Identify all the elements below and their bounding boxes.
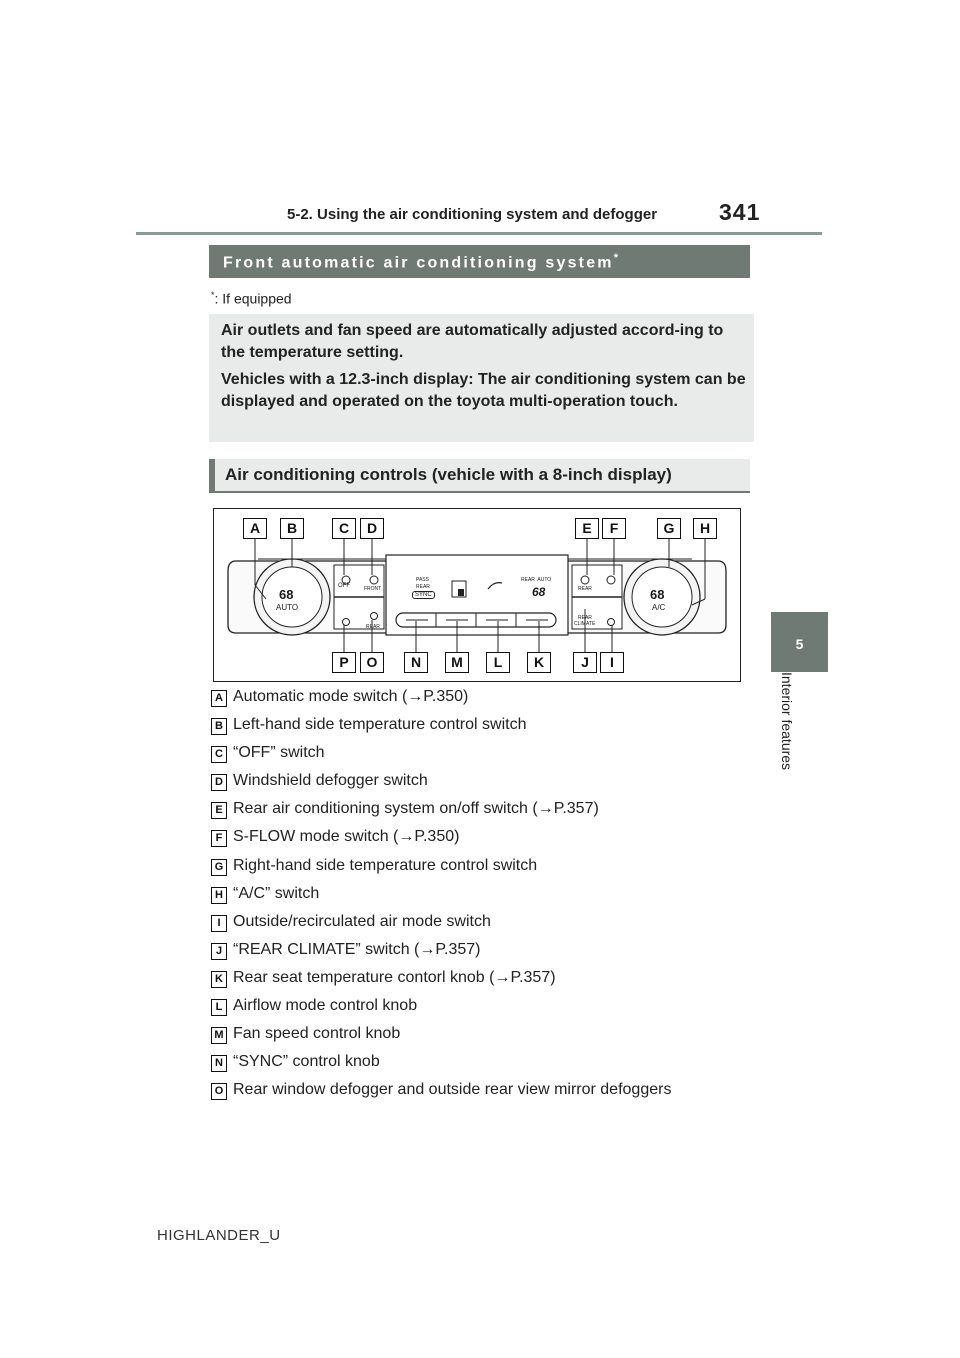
footnote xyxy=(211,290,292,307)
legend-key: C xyxy=(211,746,227,763)
legend-key: H xyxy=(211,887,227,904)
legend-key: M xyxy=(211,1027,227,1044)
callout-i: I xyxy=(600,652,624,673)
callout-c: C xyxy=(332,518,356,539)
callout-o: O xyxy=(360,652,384,673)
section-heading-text xyxy=(223,252,618,272)
legend-key: G xyxy=(211,859,227,876)
callout-p: P xyxy=(332,652,356,673)
section-title: 5-2. Using the air conditioning system and defogger xyxy=(287,206,658,223)
legend-text: Left-hand side temperature control switch xyxy=(233,716,527,733)
ac-label: A/C xyxy=(652,603,666,612)
callout-n: N xyxy=(404,652,428,673)
legend-key: D xyxy=(211,774,227,791)
legend-text: Rear seat temperature contorl knob (→P.357) xyxy=(233,969,556,986)
header-rule xyxy=(136,232,822,235)
footnote-marker: * xyxy=(211,290,215,300)
legend-key: E xyxy=(211,802,227,819)
legend-key: A xyxy=(211,690,227,707)
legend-text: Automatic mode switch (→P.350) xyxy=(233,688,469,705)
legend-text: Rear window defogger and outside rear view mirror defoggers xyxy=(233,1081,672,1098)
subheading-text: Air conditioning controls (vehicle with a 8-inch display) xyxy=(225,465,672,484)
legend-text: “A/C” switch xyxy=(233,885,320,902)
subheading xyxy=(209,459,750,493)
legend-key: J xyxy=(211,943,227,960)
page-number: 341 xyxy=(719,199,761,225)
chapter-label xyxy=(779,672,801,842)
legend-key: K xyxy=(211,971,227,988)
legend-text: Right-hand side temperature control switch xyxy=(233,857,538,874)
rear-label-right: REAR xyxy=(578,586,592,592)
ac-control-panel-diagram xyxy=(213,508,741,682)
callout-l: L xyxy=(486,652,510,673)
legend-text: Windshield defogger switch xyxy=(233,772,428,789)
legend-key: F xyxy=(211,830,227,847)
legend-text: “OFF” switch xyxy=(233,744,325,761)
callout-h: H xyxy=(693,518,717,539)
legend-text: Fan speed control knob xyxy=(233,1025,401,1042)
left-temp-readout: 68 xyxy=(279,587,294,602)
heading-title: Front automatic air conditioning system xyxy=(223,254,614,272)
callout-b: B xyxy=(280,518,304,539)
rear-climate-label-2: CLIMATE xyxy=(574,621,596,627)
chapter-number: 5 xyxy=(795,636,804,652)
section-heading xyxy=(209,245,750,278)
legend-text: S-FLOW mode switch (→P.350) xyxy=(233,828,460,845)
rear-auto-label: REAR AUTO xyxy=(521,577,552,583)
rear-label-mid: REAR xyxy=(416,584,430,590)
chapter-tab xyxy=(771,612,828,672)
callout-d: D xyxy=(360,518,384,539)
legend-key: B xyxy=(211,718,227,735)
pass-label: PASS xyxy=(416,577,429,583)
legend-key: N xyxy=(211,1055,227,1072)
callout-k: K xyxy=(527,652,551,673)
callout-e: E xyxy=(575,518,599,539)
legend-key: L xyxy=(211,999,227,1016)
chapter-label-text: Interior features xyxy=(779,672,795,771)
callout-m: M xyxy=(445,652,469,673)
right-temp-readout: 68 xyxy=(650,587,665,602)
footnote-text: : If equipped xyxy=(214,290,292,307)
rear-climate-label-1: REAR xyxy=(578,615,592,621)
legend-key: I xyxy=(211,915,227,932)
front-label: FRONT xyxy=(364,586,382,592)
legend-text: “REAR CLIMATE” switch (→P.357) xyxy=(233,941,481,958)
heading-marker: * xyxy=(613,252,619,264)
legend-text: Rear air conditioning system on/off switch (→P.357) xyxy=(233,800,599,817)
legend-text: Outside/recirculated air mode switch xyxy=(233,913,491,930)
callout-f: F xyxy=(602,518,626,539)
sync-label: SYNC xyxy=(412,591,435,599)
callout-g: G xyxy=(657,518,681,539)
callout-a: A xyxy=(243,518,267,539)
off-label: OFF xyxy=(338,583,350,589)
intro-paragraph: Air outlets and fan speed are automatically adjusted accord-ing to the temperature setting. xyxy=(221,322,724,361)
rear-label-left: REAR xyxy=(366,624,380,630)
intro-paragraph: Vehicles with a 12.3-inch display: The air conditioning system can be displayed and operated on the toyota multi-operation touch. xyxy=(221,371,746,410)
callout-j: J xyxy=(573,652,597,673)
intro-box xyxy=(209,314,754,442)
auto-label: AUTO xyxy=(276,603,299,612)
legend-text: Airflow mode control knob xyxy=(233,997,418,1014)
legend-key: O xyxy=(211,1083,227,1100)
rear-temp-readout: 68 xyxy=(532,585,546,599)
legend-text: “SYNC” control knob xyxy=(233,1053,380,1070)
footer-model: HIGHLANDER_U xyxy=(157,1227,281,1244)
